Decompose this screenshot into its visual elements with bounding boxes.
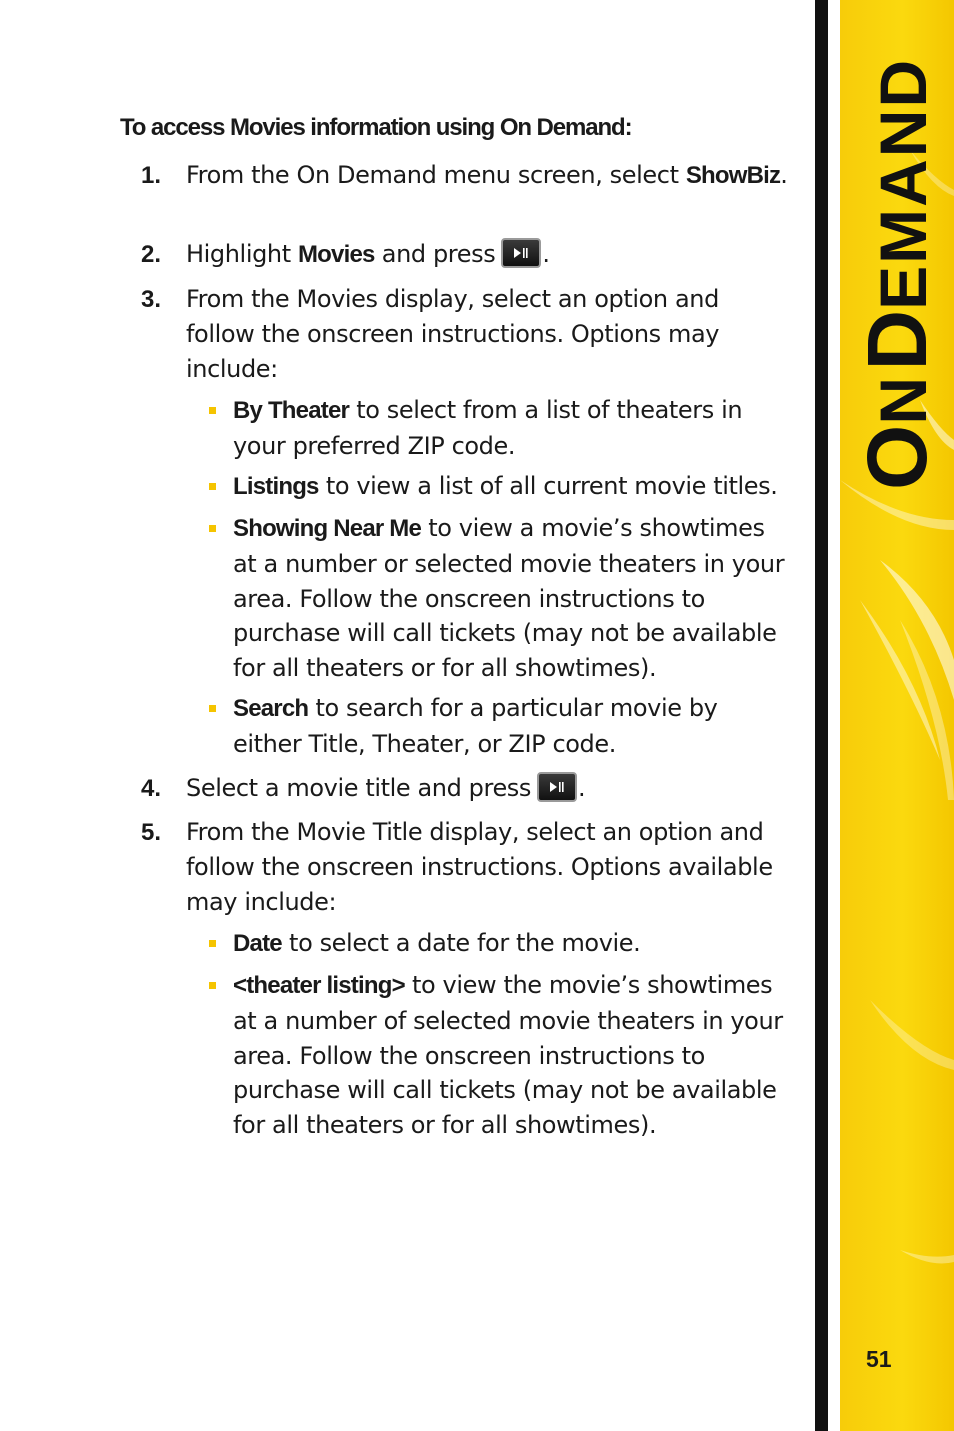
bullet-square [209, 407, 216, 414]
bullet-square [209, 483, 216, 490]
bullet-square [209, 525, 216, 532]
step-number: 1. [141, 162, 162, 189]
option-text: Date to select a date for the movie. [233, 929, 641, 957]
step-number: 2. [141, 241, 162, 268]
step-text: Select a movie title and press . [186, 774, 586, 802]
menu-item-movies: Movies [297, 241, 375, 268]
play-pause-key-icon [537, 772, 577, 802]
bullet-square [209, 982, 216, 989]
option-text: Search to search for a particular movie by either Title, Theater, or ZIP code. [233, 694, 718, 758]
menu-item-showbiz: ShowBiz [685, 162, 781, 189]
option-text: Showing Near Me to view a movie’s showtimes at a number or selected movie theaters in your area. Follow the onscreen instructions to purchase will call tickets (may not be available for all theaters or for all showtimes). [233, 514, 785, 683]
step-text: From the On Demand menu screen, select ShowBiz. [186, 161, 788, 189]
bullet-square [209, 705, 216, 712]
step-number: 5. [141, 819, 162, 846]
section-title: ON DEMAND [850, 57, 944, 490]
step-text: From the Movies display, select an option and follow the onscreen instructions. Options may include: [186, 285, 720, 383]
sidebar-divider [815, 0, 828, 1431]
step-text: From the Movie Title display, select an option and follow the onscreen instructions. Options available may include: [186, 818, 773, 916]
step-number: 4. [141, 775, 162, 802]
option-text: By Theater to select from a list of theaters in your preferred ZIP code. [233, 396, 743, 460]
procedure-heading: To access Movies information using On Demand: [120, 114, 632, 141]
option-text: <theater listing> to view the movie’s showtimes at a number of selected movie theaters in your area. Follow the onscreen instructions to purchase will call tickets (may not be available for all theaters or for all showtimes). [233, 971, 783, 1140]
play-pause-key-icon [501, 238, 541, 268]
page-number: 51 [866, 1346, 892, 1372]
step-text: Highlight Movies and press . [186, 240, 550, 268]
bullet-square [209, 940, 216, 947]
option-text: Listings to view a list of all current movie titles. [233, 472, 778, 500]
step-number: 3. [141, 286, 162, 313]
